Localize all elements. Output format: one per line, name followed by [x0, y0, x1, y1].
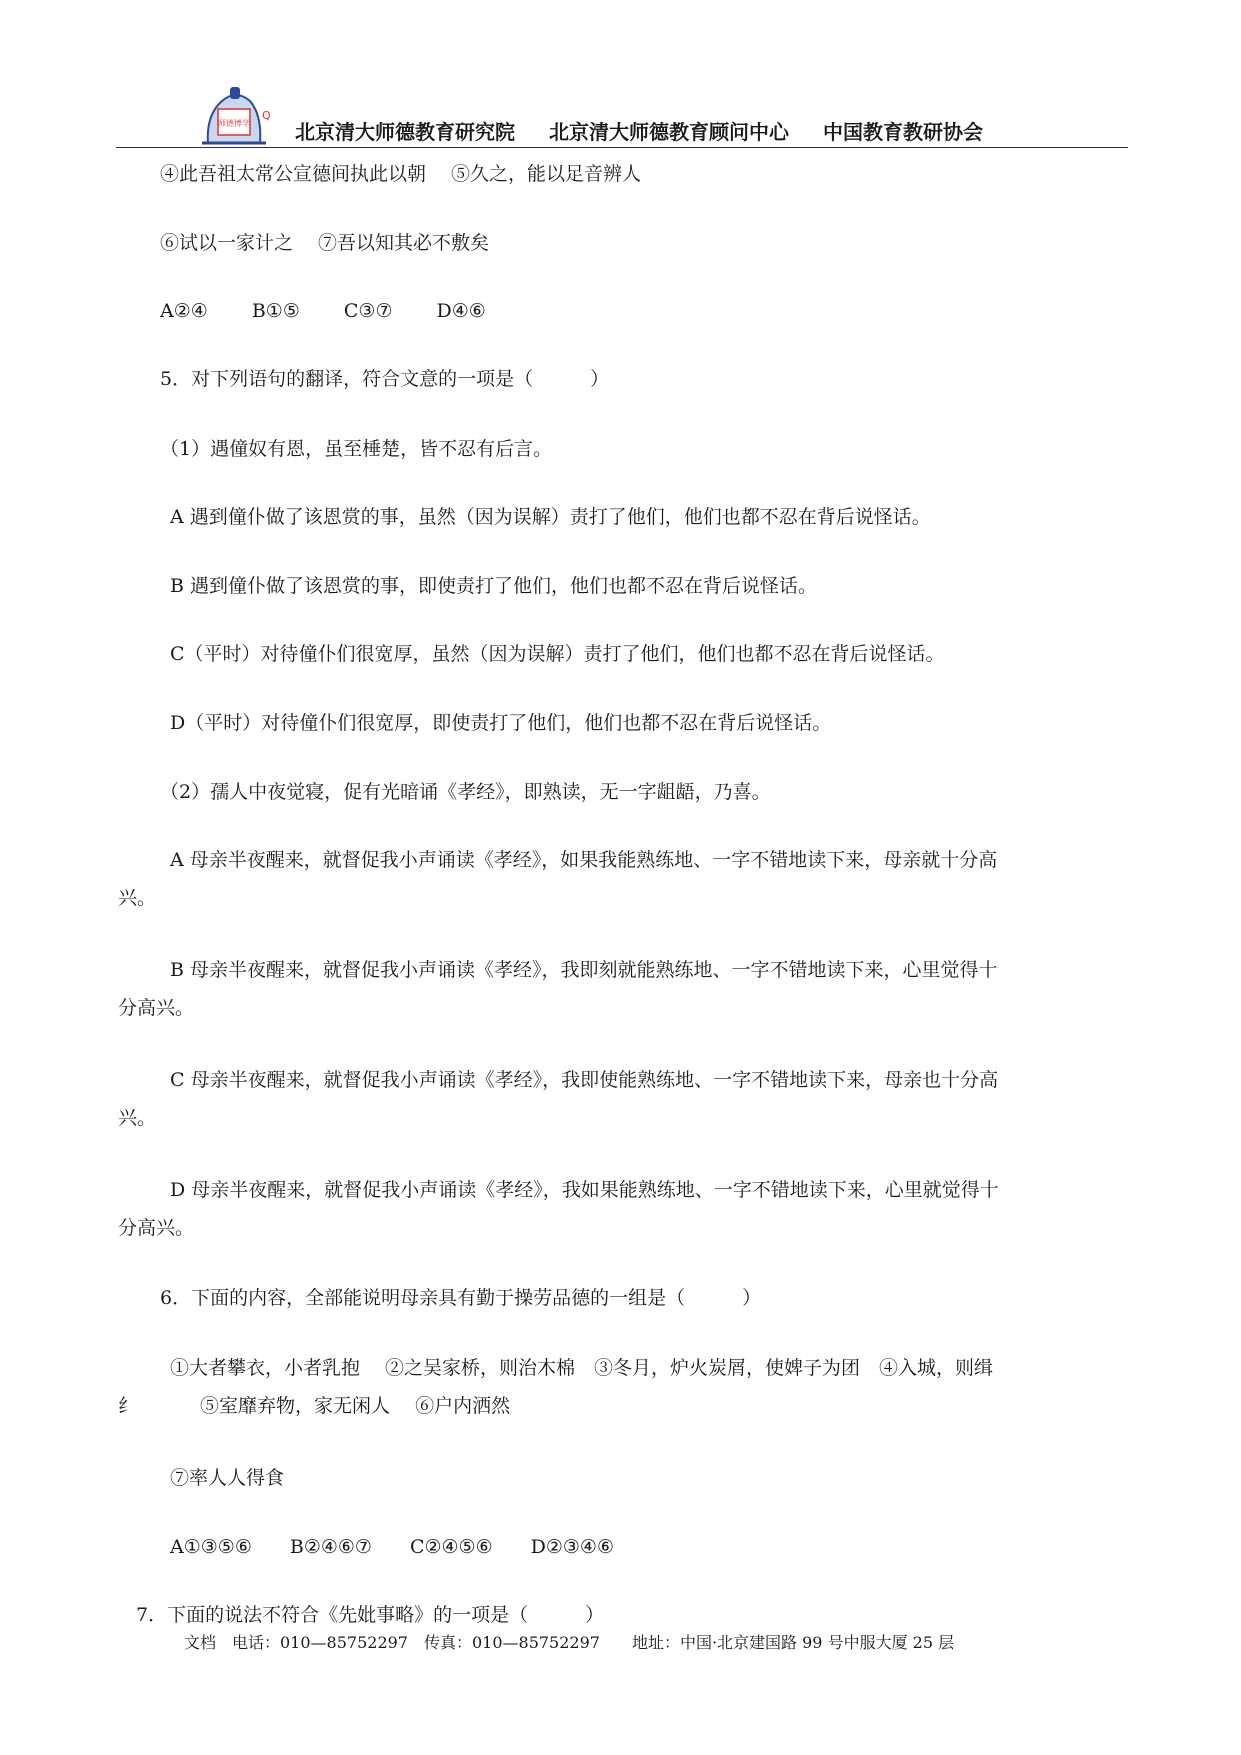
option-line: B 母亲半夜醒来，就督促我小声诵读《孝经》，我即刻就能熟练地、一字不错地读下来，心里觉得十 [170, 959, 998, 981]
option-line: C 母亲半夜醒来，就督促我小声诵读《孝经》，我即使能熟练地、一字不错地读下来，母亲也十分高 [170, 1069, 999, 1091]
text-line: （1）遇僮奴有恩，虽至棰楚，皆不忍有后言。 [160, 438, 553, 460]
text-line: A②④ B①⑤ C③⑦ D④⑥ [160, 300, 486, 322]
question-5: 5．对下列语句的翻译，符合文意的一项是（ ） [160, 368, 610, 390]
option-line: D（平时）对待僮仆们很宽厚，即使责打了他们，他们也都不忍在背后说怪话。 [170, 712, 832, 734]
question-6: 6．下面的内容，全部能说明母亲具有勤于操劳品德的一组是（ ） [160, 1287, 762, 1309]
logo-letter: Q [262, 109, 271, 122]
text-line: ⑥试以一家计之 ⑦吾以知其必不敷矣 [160, 232, 490, 254]
text-line: ①大者攀衣，小者乳抱 ②之吴家桥，则治木棉 ③冬月，炉火炭屑，使婢子为团 ④入城，则缉 [170, 1357, 994, 1379]
option-line-cont: 兴。 [118, 887, 157, 909]
option-line-cont: 兴。 [118, 1107, 157, 1129]
text-line: ④此吾祖太常公宣德间执此以朝 ⑤久之，能以足音辨人 [160, 163, 642, 185]
option-line: A 遇到僮仆做了该恩赏的事，虽然（因为误解）责打了他们，他们也都不忍在背后说怪话。 [170, 506, 931, 528]
footer-contact: 文档 电话：010—85752297 传真：010—85752297 地址：中国·北京建国路 99 号中服大厦 25 层 [184, 1633, 955, 1652]
option-line-cont: 分高兴。 [118, 1217, 195, 1239]
question-7: 7．下面的说法不符合《先妣事略》的一项是（ ） [136, 1604, 605, 1626]
header-org-2: 北京清大师德教育顾问中心 [549, 120, 789, 144]
text-line: （2）孺人中夜觉寝，促有光暗诵《孝经》，即熟读，无一字龃龉，乃喜。 [160, 781, 771, 803]
header-divider [116, 147, 1128, 148]
text-line: ⑦率人人得食 [170, 1467, 285, 1489]
option-line: D 母亲半夜醒来，就督促我小声诵读《孝经》，我如果能熟练地、一字不错地读下来，心里就觉得十 [170, 1179, 999, 1201]
text-line-cont: 纟 ⑤室靡弃物，家无闲人 ⑥户内洒然 [118, 1395, 511, 1417]
option-line: B 遇到僮仆做了该恩赏的事，即使责打了他们，他们也都不忍在背后说怪话。 [170, 575, 818, 597]
option-line: A 母亲半夜醒来，就督促我小声诵读《孝经》，如果我能熟练地、一字不错地读下来，母亲就十分高 [170, 849, 998, 871]
header-org-3: 中国教育教研协会 [823, 120, 983, 144]
logo-text: 师德博学 [218, 119, 250, 128]
option-line-cont: 分高兴。 [118, 997, 195, 1019]
option-line: C（平时）对待僮仆们很宽厚，虽然（因为误解）责打了他们，他们也都不忍在背后说怪话。 [170, 643, 945, 665]
logo [200, 85, 272, 147]
header-organizations [295, 116, 1017, 145]
header-org-1: 北京清大师德教育研究院 [295, 120, 515, 144]
option-line: A①③⑤⑥ B②④⑥⑦ C②④⑤⑥ D②③④⑥ [170, 1536, 614, 1558]
